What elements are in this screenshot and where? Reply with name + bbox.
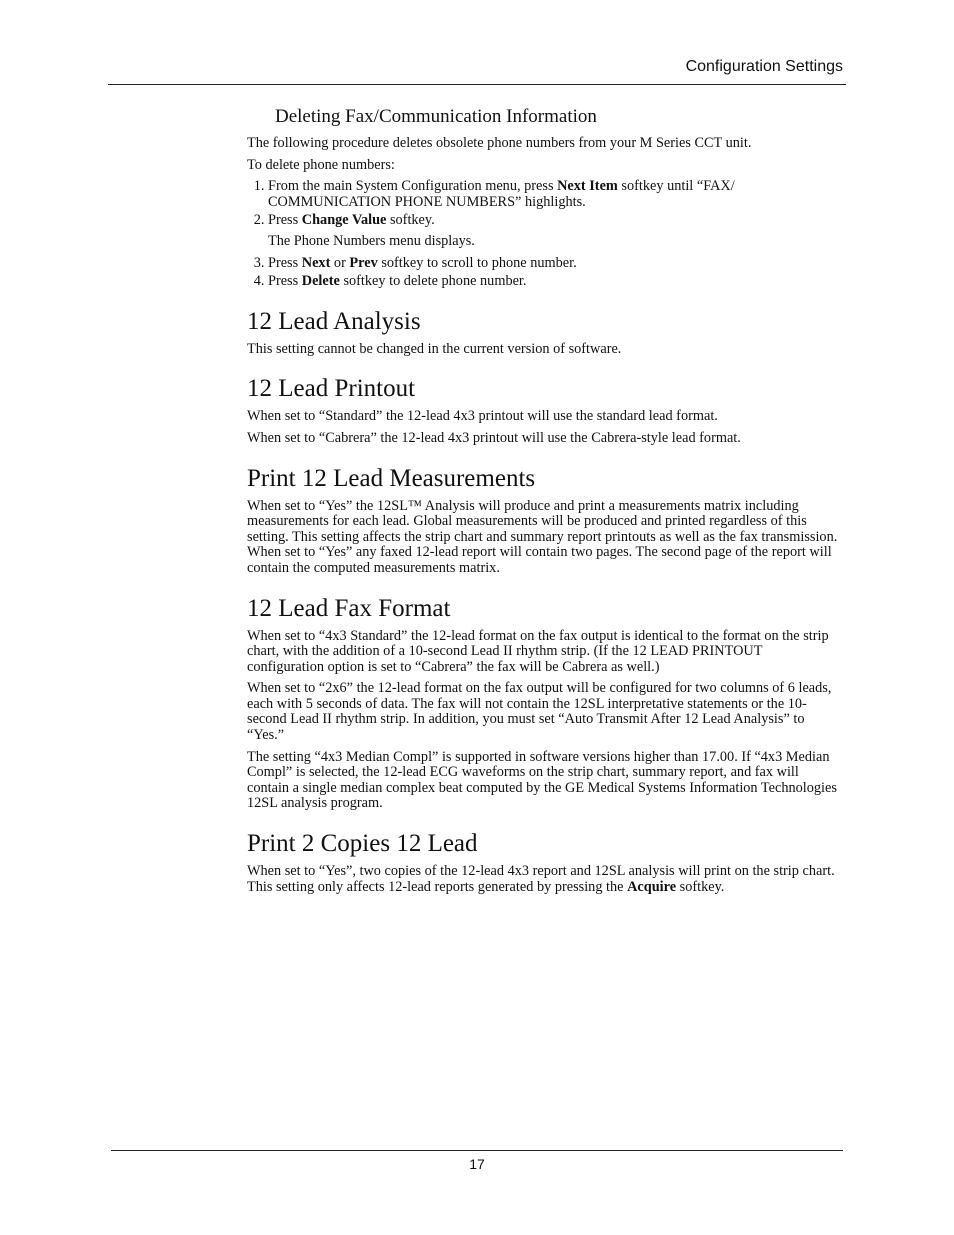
page-body — [247, 106, 842, 901]
step-3: 3. Press Next or Prev softkey to scroll to phone number. — [268, 256, 842, 272]
deleting-lead: To delete phone numbers: — [247, 156, 395, 173]
acquire-softkey: Acquire — [627, 878, 677, 895]
measurements-text: When set to “Yes” the 12SL™ Analysis will produce and print a measurements matrix including measurements for each lead. Global measurements will be produced and printed regardless of this setting. This setting affects the strip chart and summary report printouts as well as the fax transmission. When set to “Yes” any faxed 12-lead report will contain two pages. The second page of the report will contain the computed measurements matrix. — [247, 497, 838, 576]
lead-printout-standard: When set to “Standard” the 12-lead 4x3 printout will use the standard lead format. — [247, 408, 718, 425]
footer-rule — [111, 1150, 843, 1151]
measurements-heading: Print 12 Lead Measurements — [247, 464, 536, 492]
prev-softkey: Prev — [349, 254, 378, 271]
lead-printout-heading: 12 Lead Printout — [247, 375, 416, 403]
step-4: 4. Press Delete softkey to delete phone number. — [268, 274, 842, 290]
step-1: 1. From the main System Configuration menu, press Next Item softkey until “FAX/ COMMUNICATION PHONE NUMBERS” highlights. — [268, 179, 842, 210]
running-header-title: Configuration Settings — [685, 58, 843, 75]
lead-printout-cabrera: When set to “Cabrera” the 12-lead 4x3 printout will use the Cabrera-style lead format. — [247, 429, 741, 446]
fax-format-2x6: When set to “2x6” the 12-lead format on the fax output will be configured for two columns of 6 leads, each with 5 seconds of data. The fax will not contain the 12SL interpretative statements or the 10-second Lead II rhythm strip. In addition, you must set “Auto Transmit After 12 Lead Analysis” to “Yes.” — [247, 680, 832, 744]
deleting-intro: The following procedure deletes obsolete phone numbers from your M Series CCT unit. — [247, 135, 752, 151]
fax-format-4x3: When set to “4x3 Standard” the 12-lead format on the fax output is identical to the format on the strip chart, with the addition of a 10-second Lead II rhythm strip. (If the 12 LEAD PRINTOUT configuration option is set to “Cabrera” the fax will be Cabrera as well.) — [247, 627, 829, 675]
next-item-softkey: Next Item — [557, 178, 618, 195]
copies-text: When set to “Yes”, two copies of the 12-lead 4x3 report and 12SL analysis will print on the strip chart. This setting only affects 12-lead reports generated by pressing the Acquire softkey. — [247, 863, 835, 895]
copies-heading: Print 2 Copies 12 Lead — [247, 830, 478, 858]
step-2: 2. Press Change Value softkey. The Phone Numbers menu displays. — [268, 213, 842, 249]
header-rule — [108, 84, 846, 85]
delete-softkey: Delete — [301, 273, 340, 290]
fax-format-median: The setting “4x3 Median Compl” is supported in software versions higher than 17.00. If “4x3 Median Compl” is selected, the 12-lead ECG waveforms on the strip chart, summary report, and fax will contain a single median complex beat computed by the GE Medical Systems Information Technologies 12SL analysis program. — [247, 748, 837, 812]
lead-analysis-text: This setting cannot be changed in the current version of software. — [247, 340, 622, 357]
change-value-softkey: Change Value — [301, 212, 387, 229]
deleting-steps — [247, 179, 842, 290]
deleting-fax-heading: Deleting Fax/Communication Information — [275, 106, 597, 127]
lead-analysis-heading: 12 Lead Analysis — [247, 307, 421, 335]
step-2-note: The Phone Numbers menu displays. — [268, 232, 475, 249]
fax-format-heading: 12 Lead Fax Format — [247, 594, 451, 622]
page-number: 17 — [469, 1156, 485, 1172]
next-softkey: Next — [301, 254, 331, 271]
